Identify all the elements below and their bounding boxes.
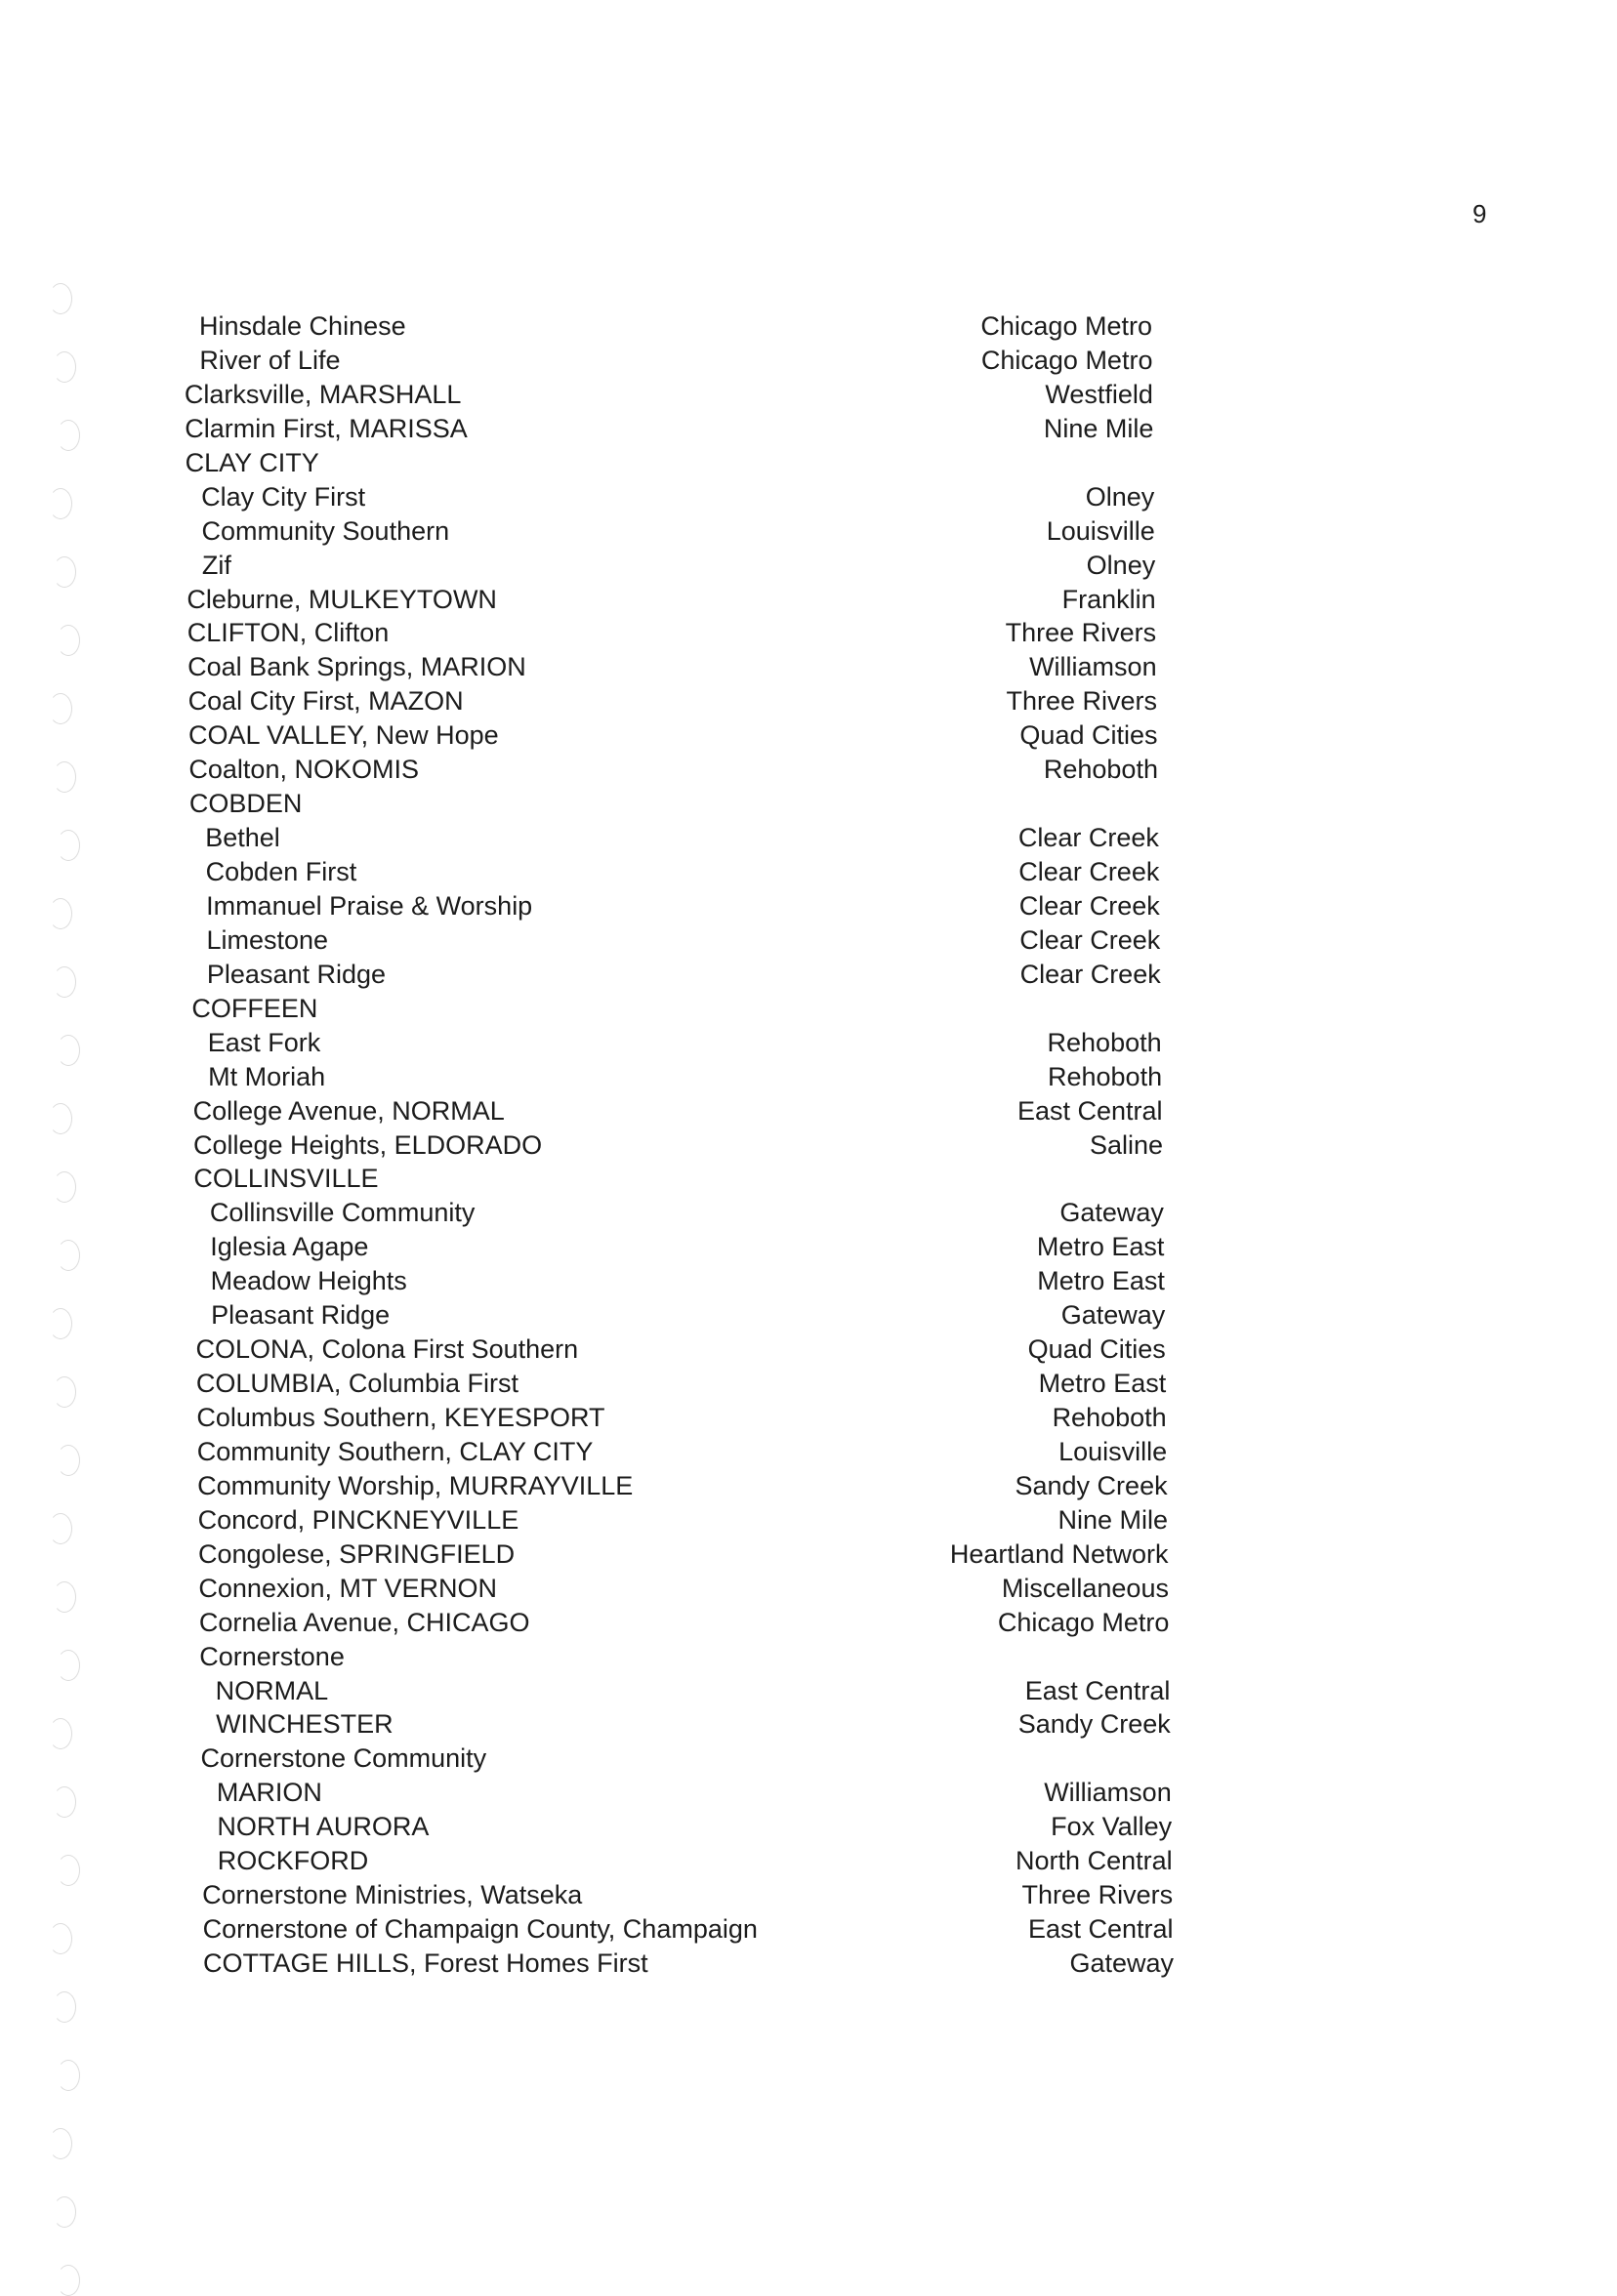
directory-row — [0, 1673, 1617, 1708]
directory-row — [0, 1502, 1617, 1538]
directory-row — [0, 1605, 1617, 1640]
church-name: Meadow Heights — [210, 1266, 407, 1296]
church-name: COTTAGE HILLS, Forest Homes First — [203, 1948, 648, 1978]
church-name: Immanuel Praise & Worship — [206, 890, 533, 921]
directory-row — [0, 1128, 1617, 1163]
church-name: Pleasant Ridge — [211, 1300, 391, 1331]
church-name: Coal City First, MAZON — [187, 686, 464, 717]
association-name: Sandy Creek — [1015, 1470, 1168, 1500]
directory-row — [0, 649, 1617, 684]
church-name: CLAY CITY — [185, 447, 319, 477]
association-name: East Central — [1016, 1095, 1163, 1126]
association-name: Miscellaneous — [1001, 1573, 1169, 1603]
directory-row — [0, 1843, 1617, 1878]
association-name: Three Rivers — [1021, 1880, 1174, 1910]
church-name: East Fork — [207, 1027, 321, 1057]
directory-row — [0, 1537, 1617, 1572]
church-name: CLIFTON, Clifton — [187, 618, 390, 648]
directory-row — [0, 1025, 1617, 1060]
directory-row — [0, 479, 1617, 514]
association-name: Rehoboth — [1043, 755, 1158, 785]
directory-row — [0, 615, 1617, 650]
church-name: COFFEEN — [191, 993, 318, 1023]
association-name: Clear Creek — [1018, 857, 1160, 886]
association-name: Louisville — [1046, 515, 1155, 546]
directory-row — [0, 1229, 1617, 1264]
directory-row — [0, 922, 1617, 958]
church-name: Collinsville Community — [209, 1198, 476, 1228]
church-name: Iglesia Agape — [210, 1232, 369, 1262]
church-name: College Heights, ELDORADO — [193, 1129, 543, 1160]
church-name: MARION — [216, 1778, 322, 1808]
church-name: Community Southern, CLAY CITY — [196, 1436, 594, 1466]
directory-row — [0, 1911, 1617, 1947]
church-name: Cornelia Avenue, CHICAGO — [198, 1607, 530, 1637]
church-name: Community Worship, MURRAYVILLE — [197, 1470, 634, 1500]
directory-row — [0, 343, 1617, 378]
association-name: Chicago Metro — [980, 345, 1153, 375]
directory-row — [0, 786, 1617, 821]
association-name: Quad Cities — [1027, 1334, 1166, 1365]
church-name: River of Life — [199, 345, 341, 375]
directory-row — [0, 1741, 1617, 1776]
church-name: COLONA, Colona First Southern — [195, 1334, 579, 1365]
association-name: Williamson — [1029, 652, 1157, 682]
directory-row — [0, 854, 1617, 889]
association-name: Nine Mile — [1057, 1504, 1169, 1535]
association-name: East Central — [1024, 1675, 1171, 1705]
directory-row — [0, 1809, 1617, 1844]
association-name: Three Rivers — [1006, 686, 1158, 717]
directory-row — [0, 445, 1617, 480]
association-name: Rehoboth — [1047, 1061, 1163, 1091]
association-name: Metro East — [1036, 1232, 1165, 1262]
directory-row — [0, 957, 1617, 992]
directory-row — [0, 718, 1617, 753]
association-name: Quad Cities — [1019, 720, 1158, 751]
association-name: Gateway — [1069, 1948, 1174, 1978]
directory-row — [0, 1263, 1617, 1298]
directory-row — [0, 1571, 1617, 1606]
church-name: Pleasant Ridge — [206, 959, 387, 989]
directory-row — [0, 1877, 1617, 1912]
association-name: Gateway — [1060, 1300, 1166, 1331]
church-name: Cornerstone — [199, 1641, 345, 1671]
directory-row — [0, 1297, 1617, 1332]
association-name: Gateway — [1059, 1198, 1164, 1228]
church-name: Limestone — [206, 924, 329, 955]
directory-row — [0, 308, 1617, 344]
directory-row — [0, 1639, 1617, 1674]
church-name: Cobden First — [205, 857, 357, 886]
association-name: Clear Creek — [1019, 924, 1161, 955]
church-name: Connexion, MT VERNON — [198, 1573, 498, 1603]
church-name: Concord, PINCKNEYVILLE — [197, 1504, 519, 1535]
association-name: Olney — [1085, 481, 1155, 512]
association-name: Louisville — [1058, 1436, 1168, 1466]
directory-row — [0, 1775, 1617, 1810]
directory-row — [0, 582, 1617, 617]
directory-row — [0, 411, 1617, 446]
association-name: North Central — [1016, 1846, 1173, 1876]
church-name: COLLINSVILLE — [193, 1164, 379, 1194]
page-number: 9 — [1472, 199, 1487, 228]
association-name: Metro East — [1037, 1266, 1165, 1296]
association-name: Westfield — [1045, 379, 1153, 409]
association-name: Metro East — [1038, 1369, 1167, 1399]
association-name: Rehoboth — [1047, 1027, 1162, 1057]
directory-row — [0, 1400, 1617, 1435]
directory-row — [0, 1195, 1617, 1230]
church-name: Coalton, NOKOMIS — [188, 755, 419, 785]
association-name: Nine Mile — [1043, 413, 1154, 443]
directory-row — [0, 1946, 1617, 1981]
directory-row — [0, 1706, 1617, 1742]
church-name: Community Southern — [201, 515, 450, 546]
directory-row — [0, 1434, 1617, 1469]
church-name: Cornerstone Community — [200, 1743, 487, 1774]
church-name: Clarksville, MARSHALL — [184, 379, 462, 409]
directory-row — [0, 991, 1617, 1026]
directory-row — [0, 683, 1617, 718]
association-name: Heartland Network — [949, 1538, 1169, 1569]
directory-row — [0, 1161, 1617, 1196]
church-name: Mt Moriah — [208, 1061, 326, 1091]
church-name: Clarmin First, MARISSA — [185, 413, 468, 443]
church-name: COBDEN — [188, 789, 303, 819]
church-name: ROCKFORD — [217, 1846, 369, 1876]
church-name: Hinsdale Chinese — [199, 311, 406, 341]
church-name: COLUMBIA, Columbia First — [195, 1369, 518, 1399]
directory-row — [0, 513, 1617, 549]
church-name: Clay City First — [201, 481, 366, 512]
directory-row — [0, 1059, 1617, 1094]
association-name: Clear Creek — [1017, 823, 1159, 853]
directory-row — [0, 888, 1617, 923]
church-name: Coal Bank Springs, MARION — [187, 652, 526, 682]
association-name: Clear Creek — [1019, 959, 1161, 989]
association-name: Franklin — [1061, 584, 1156, 614]
directory-row — [0, 1366, 1617, 1401]
association-name: Chicago Metro — [997, 1607, 1170, 1637]
church-name: NORMAL — [215, 1675, 329, 1705]
church-name: WINCHESTER — [216, 1709, 394, 1740]
directory-row — [0, 377, 1617, 412]
association-name: Rehoboth — [1052, 1403, 1167, 1432]
association-name: Williamson — [1044, 1778, 1172, 1808]
directory-row — [0, 1332, 1617, 1367]
association-name: Clear Creek — [1018, 890, 1160, 921]
church-name: NORTH AURORA — [217, 1812, 430, 1842]
directory-row — [0, 752, 1617, 787]
church-name: COAL VALLEY, New Hope — [188, 720, 499, 751]
directory-row — [0, 1468, 1617, 1503]
association-name: Three Rivers — [1005, 618, 1157, 648]
directory-row — [0, 820, 1617, 855]
association-name: Sandy Creek — [1017, 1709, 1171, 1740]
church-name: College Avenue, NORMAL — [192, 1095, 505, 1126]
directory-row — [0, 1093, 1617, 1128]
directory-row — [0, 548, 1617, 583]
church-name: Cornerstone of Champaign County, Champaign — [202, 1914, 758, 1945]
church-name: Cleburne, MULKEYTOWN — [187, 584, 497, 614]
church-name: Zif — [201, 550, 231, 580]
church-name: Cornerstone Ministries, Watseka — [202, 1880, 583, 1910]
association-name: Olney — [1086, 550, 1156, 580]
association-name: Saline — [1089, 1129, 1163, 1160]
association-name: East Central — [1027, 1914, 1174, 1945]
association-name: Fox Valley — [1051, 1812, 1173, 1842]
association-name: Chicago Metro — [980, 311, 1152, 341]
church-name: Congolese, SPRINGFIELD — [198, 1538, 516, 1569]
church-name: Columbus Southern, KEYESPORT — [196, 1403, 605, 1432]
church-name: Bethel — [205, 823, 280, 853]
